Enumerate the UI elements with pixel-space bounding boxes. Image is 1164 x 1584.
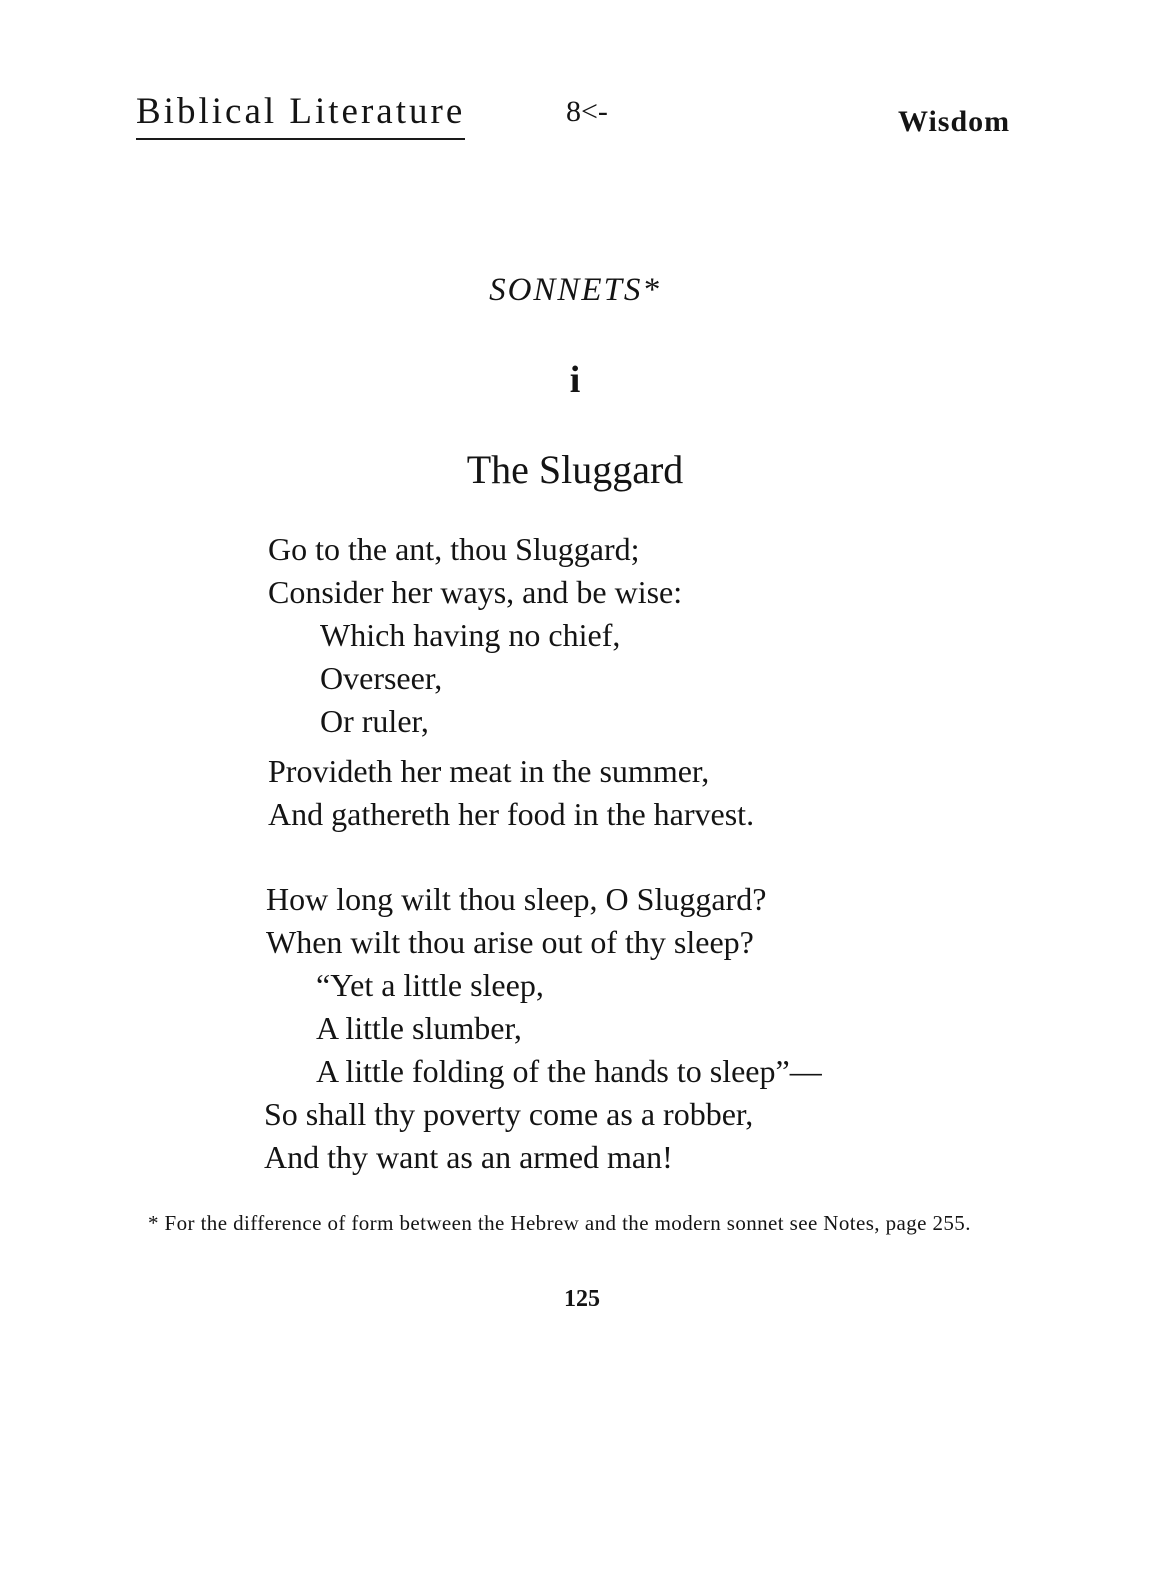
running-header-right: Wisdom xyxy=(898,105,1011,138)
section-title: SONNETS* xyxy=(489,272,661,308)
running-header-ornament: 8<- xyxy=(566,95,608,128)
poem-line: Which having no chief, xyxy=(320,617,621,653)
poem-line: And thy want as an armed man! xyxy=(264,1139,673,1175)
page-number: 125 xyxy=(564,1286,600,1312)
section-numeral: i xyxy=(569,359,581,401)
poem-line: So shall thy poverty come as a robber, xyxy=(264,1096,754,1132)
poem-line: Go to the ant, thou Sluggard; xyxy=(268,531,640,567)
poem-line: A little slumber, xyxy=(316,1010,522,1046)
poem-line: Consider her ways, and be wise: xyxy=(268,574,683,610)
poem-body xyxy=(0,528,1164,1188)
poem-line: A little folding of the hands to sleep”— xyxy=(316,1053,822,1089)
poem-line: Or ruler, xyxy=(320,703,429,739)
poem-line: When wilt thou arise out of thy sleep? xyxy=(266,924,754,960)
poem-line: How long wilt thou sleep, O Sluggard? xyxy=(266,881,767,917)
running-header-left: Biblical Literature xyxy=(136,88,465,140)
poem-line: And gathereth her food in the harvest. xyxy=(268,796,755,832)
poem-title: The Sluggard xyxy=(466,447,684,492)
poem-line: Overseer, xyxy=(320,660,443,696)
poem-line: “Yet a little sleep, xyxy=(316,967,544,1003)
poem-line: Provideth her meat in the summer, xyxy=(268,753,710,789)
footnote: * For the difference of form between the Hebrew and the modern sonnet see Notes, page 255. xyxy=(148,1211,971,1235)
